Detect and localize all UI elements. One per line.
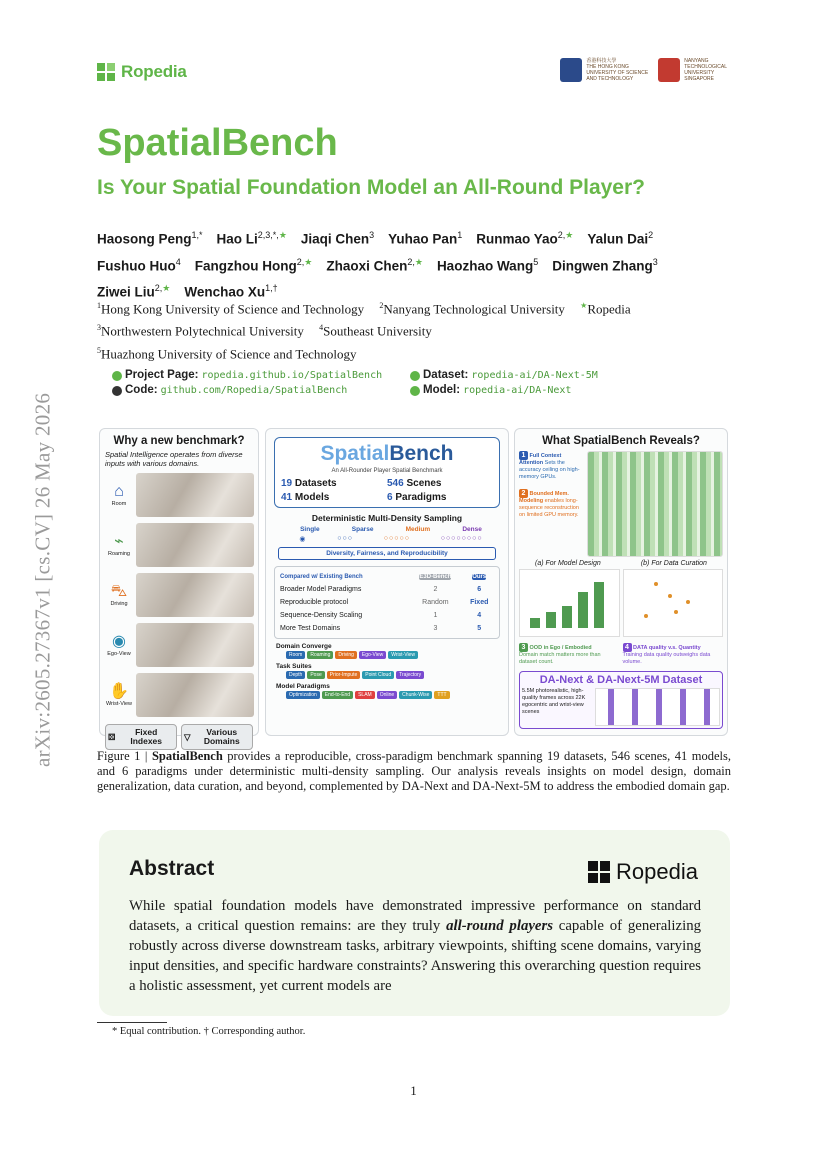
author-name: Zhaoxi Chen$^{2,★}$ (326, 256, 423, 273)
abstract-title: Abstract (129, 857, 215, 880)
spatialbench-logo: SpatialBench (320, 442, 454, 465)
author-name: Haosong Peng$^{1,*}$ (97, 230, 203, 247)
author-name: Fushuo Huo$^4$ (97, 256, 181, 273)
tag: Online (377, 691, 397, 699)
ropedia-mark-icon (588, 861, 610, 883)
domain-icon: ◉ Ego-View (107, 633, 131, 657)
dice-icon: ⚄ (108, 731, 116, 742)
domain-sample-image (136, 473, 254, 517)
author-name: Jiaqi Chen$^3$ (300, 230, 375, 247)
fact-ood: 3 OOD in Ego / Embodied Domain match matters more than dataset count. (519, 644, 601, 665)
tag: Driving (335, 651, 357, 659)
panel-description: Spatial Intelligence operates from diverse inputs with various domains. (105, 450, 243, 468)
table-row: More Test Domains 3 5 (280, 625, 482, 632)
model-heatmap (587, 451, 723, 557)
ropedia-mark-icon (97, 63, 115, 81)
stat-item: 6 Paradigms (387, 492, 447, 503)
sampling-title: Deterministic Multi-Density Sampling (311, 513, 463, 523)
stat-item: 19 Datasets (281, 478, 337, 489)
domain-row (104, 472, 254, 518)
abstract-box (99, 830, 730, 1016)
tag: Room (286, 651, 305, 659)
tag: Chunk-Wise (399, 691, 432, 699)
da-next-chart (595, 688, 720, 726)
domain-sample-image (136, 623, 254, 667)
why-benchmark-panel (99, 428, 259, 746)
author-name: Yuhao Pan$^1$ (388, 230, 463, 247)
domain-icon: ⌂ Room (111, 483, 127, 507)
affiliations (97, 296, 631, 363)
project-page-link[interactable]: ropedia.github.io/SpatialBench (201, 370, 383, 381)
spatialbench-subtitle: An All-Rounder Player Spatial Benchmark (331, 468, 443, 474)
tag: Point Cloud (362, 671, 394, 679)
table-row: Sequence-Density Scaling 1 4 (280, 612, 482, 619)
hkust-logo: 香港科技大學 THE HONG KONG UNIVERSITY OF SCIENCE AND TECHNOLOGY (560, 58, 648, 82)
paper-title: SpatialBench (97, 122, 338, 164)
code-link[interactable]: github.com/Ropedia/SpatialBench (160, 385, 348, 396)
density-labels: Single Sparse Medium Dense (300, 526, 482, 533)
author-name: Haozhao Wang$^5$ (436, 256, 539, 273)
domain-icon: ⌁ Roaming (107, 533, 130, 557)
huggingface-icon (410, 371, 420, 381)
abstract-text: While spatial foundation models have demonstrated impressive performance on standard datasets, a critical question remains: are they truly all-round players capable of generalizing robustly across diverse downstream tasks, arbitrary viewpoints, shifting scene domains, varying input densities, and specific hardware constraints? Answering this overarching question requires a holistic assessment, yet current models are (129, 898, 701, 994)
university-logos (560, 58, 727, 82)
various-domains-badge: ▽ Various Domains (181, 724, 253, 750)
domain-row (104, 572, 254, 618)
data-curation-scatter (623, 569, 724, 637)
caption-a: (a) For Model Design (535, 560, 601, 567)
affiliation-line: $^5$Huazhong University of Science and Technology (97, 345, 357, 361)
tag: Depth (286, 671, 305, 679)
author-name: Hao $Li^{2,3,*,★}$ (216, 230, 287, 247)
figure-caption: Figure 1 | SpatialBench provides a reproducible, cross-paradigm benchmark spanning 19 datasets, 546 scenes, 41 models, and 6 paradigms under deterministic multi-density sampling. Our analysis reveals insights on model design, domain generalization, data curation, and beyond, complemented by DA-Next and DA-Next-5M to address the embodied domain gap. (97, 749, 731, 793)
domain-row (104, 522, 254, 568)
reveals-panel (514, 428, 728, 736)
domain-row (104, 672, 254, 718)
globe-icon (112, 371, 122, 381)
model-link[interactable]: ropedia-ai/DA-Next (463, 385, 572, 396)
author-name: Wenchao $Xu^{1,\dagger}$ (184, 283, 278, 300)
table-row: Reproducible protocol Random Fixed (280, 599, 489, 606)
dataset-link[interactable]: ropedia-ai/DA-Next-5M (471, 370, 598, 381)
tag: Prior-Impute (327, 671, 361, 679)
author-name: Fangzhou Hong$^{2,★}$ (194, 256, 313, 273)
spatialbench-card (274, 437, 500, 508)
domain-bar-chart (519, 569, 620, 637)
tag: Roaming (307, 651, 333, 659)
figure-1 (99, 428, 728, 746)
spatialbench-overview-panel (265, 428, 509, 736)
domain-sample-image (136, 673, 254, 717)
filter-icon: ▽ (184, 731, 191, 742)
tag: Optimization (286, 691, 320, 699)
tag: Pose (307, 671, 324, 679)
ntu-logo: NANYANG TECHNOLOGICAL UNIVERSITY SINGAPORE (658, 58, 727, 82)
tag: SLAM (355, 691, 375, 699)
arxiv-stamp: arXiv:2605.27367v1 [cs.CV] 26 May 2026 (30, 392, 55, 768)
tag: TTT (434, 691, 449, 699)
affiliation-line: $^1$Hong Kong University of Science and Technology $^2$Nanyang Technological University ★Ropedia (97, 301, 631, 317)
author-list (97, 224, 737, 304)
ropedia-logo: Ropedia (588, 859, 698, 885)
paradigm-tags (286, 691, 498, 699)
comparison-table: Compared w/ Existing Bench E3D-Bench Ours Broader Model Paradigms 2 6 Reproducible protocol Random Fixed Sequence-Density Scaling 1 4 More Test Domains 3 5 (274, 566, 500, 639)
panel-title: Why a new benchmark? (113, 435, 245, 447)
domain-tags (286, 651, 498, 659)
da-next-card: DA-Next & DA-Next-5M Dataset 5.5M photorealistic, high-quality frames across 22K egocentric and wrist-view scenes (519, 671, 723, 729)
author-name: Yalun Dai$^2$ (587, 230, 654, 247)
task-tags (286, 671, 498, 679)
resource-links: Project Page: ropedia.github.io/SpatialBench Dataset: ropedia-ai/DA-Next-5M Code: github.com/Ropedia/SpatialBench Model: ropedia-ai/DA-Next (112, 368, 708, 398)
author-name: Ziwei Liu$^{2,★}$ (97, 283, 171, 300)
table-row: Broader Model Paradigms 2 6 (280, 586, 482, 593)
fact-quality: 4 DATA quality v.s. Quantity Training data quality outweighs data volume. (622, 644, 711, 665)
author-name: Runmao Yao$^{2,★}$ (476, 230, 574, 247)
affiliation-line: $^3$Northwestern Polytechnical University $^4$Southeast University (97, 323, 432, 339)
benchmark-stats (281, 478, 493, 503)
domain-converge-title: Domain Converge (276, 643, 332, 650)
tag: Trajectory (396, 671, 424, 679)
insight-notes: 1 Full Context Attention Sets the accuracy ceiling on high-memory GPUs. 2 Bounded Mem. Modeling enables long-sequence reconstruction on limited GPU memory. (519, 452, 580, 518)
page-number: 1 (410, 1083, 417, 1098)
paper-subtitle: Is Your Spatial Foundation Model an All-Round Player? (97, 176, 645, 199)
stat-item: 546 Scenes (387, 478, 442, 489)
tag: End-to-End (322, 691, 353, 699)
domain-icon: ⛍ Driving (110, 583, 128, 607)
stat-item: 41 Models (281, 492, 330, 503)
caption-b: (b) For Data Curation (640, 560, 707, 567)
brand-name: Ropedia (121, 62, 187, 81)
domain-row (104, 622, 254, 668)
panel-title: What SpatialBench Reveals? (542, 435, 700, 447)
domain-icon: ✋ Wrist-View (105, 683, 133, 707)
fixed-indexes-badge: ⚄ Fixed Indexes (105, 724, 177, 750)
author-name: Dingwen Zhang$^3$ (552, 256, 658, 273)
task-suites-title: Task Suites (276, 663, 312, 670)
tag: Ego-View (359, 651, 386, 659)
domain-sample-image (136, 523, 254, 567)
ropedia-logo (97, 62, 187, 82)
tag: Wrist-View (388, 651, 418, 659)
footnote-rule (97, 1022, 167, 1023)
footnote: * Equal contribution. † Corresponding author. (112, 1026, 306, 1037)
model-paradigms-title: Model Paradigms (276, 683, 330, 690)
dfr-banner: Diversity, Fairness, and Reproducibility (278, 547, 496, 560)
github-icon (112, 386, 122, 396)
density-dots: ◉ ○○○ ○○○○○ ○○○○○○○○ (299, 535, 483, 543)
huggingface-icon (410, 386, 420, 396)
domain-sample-image (136, 573, 254, 617)
